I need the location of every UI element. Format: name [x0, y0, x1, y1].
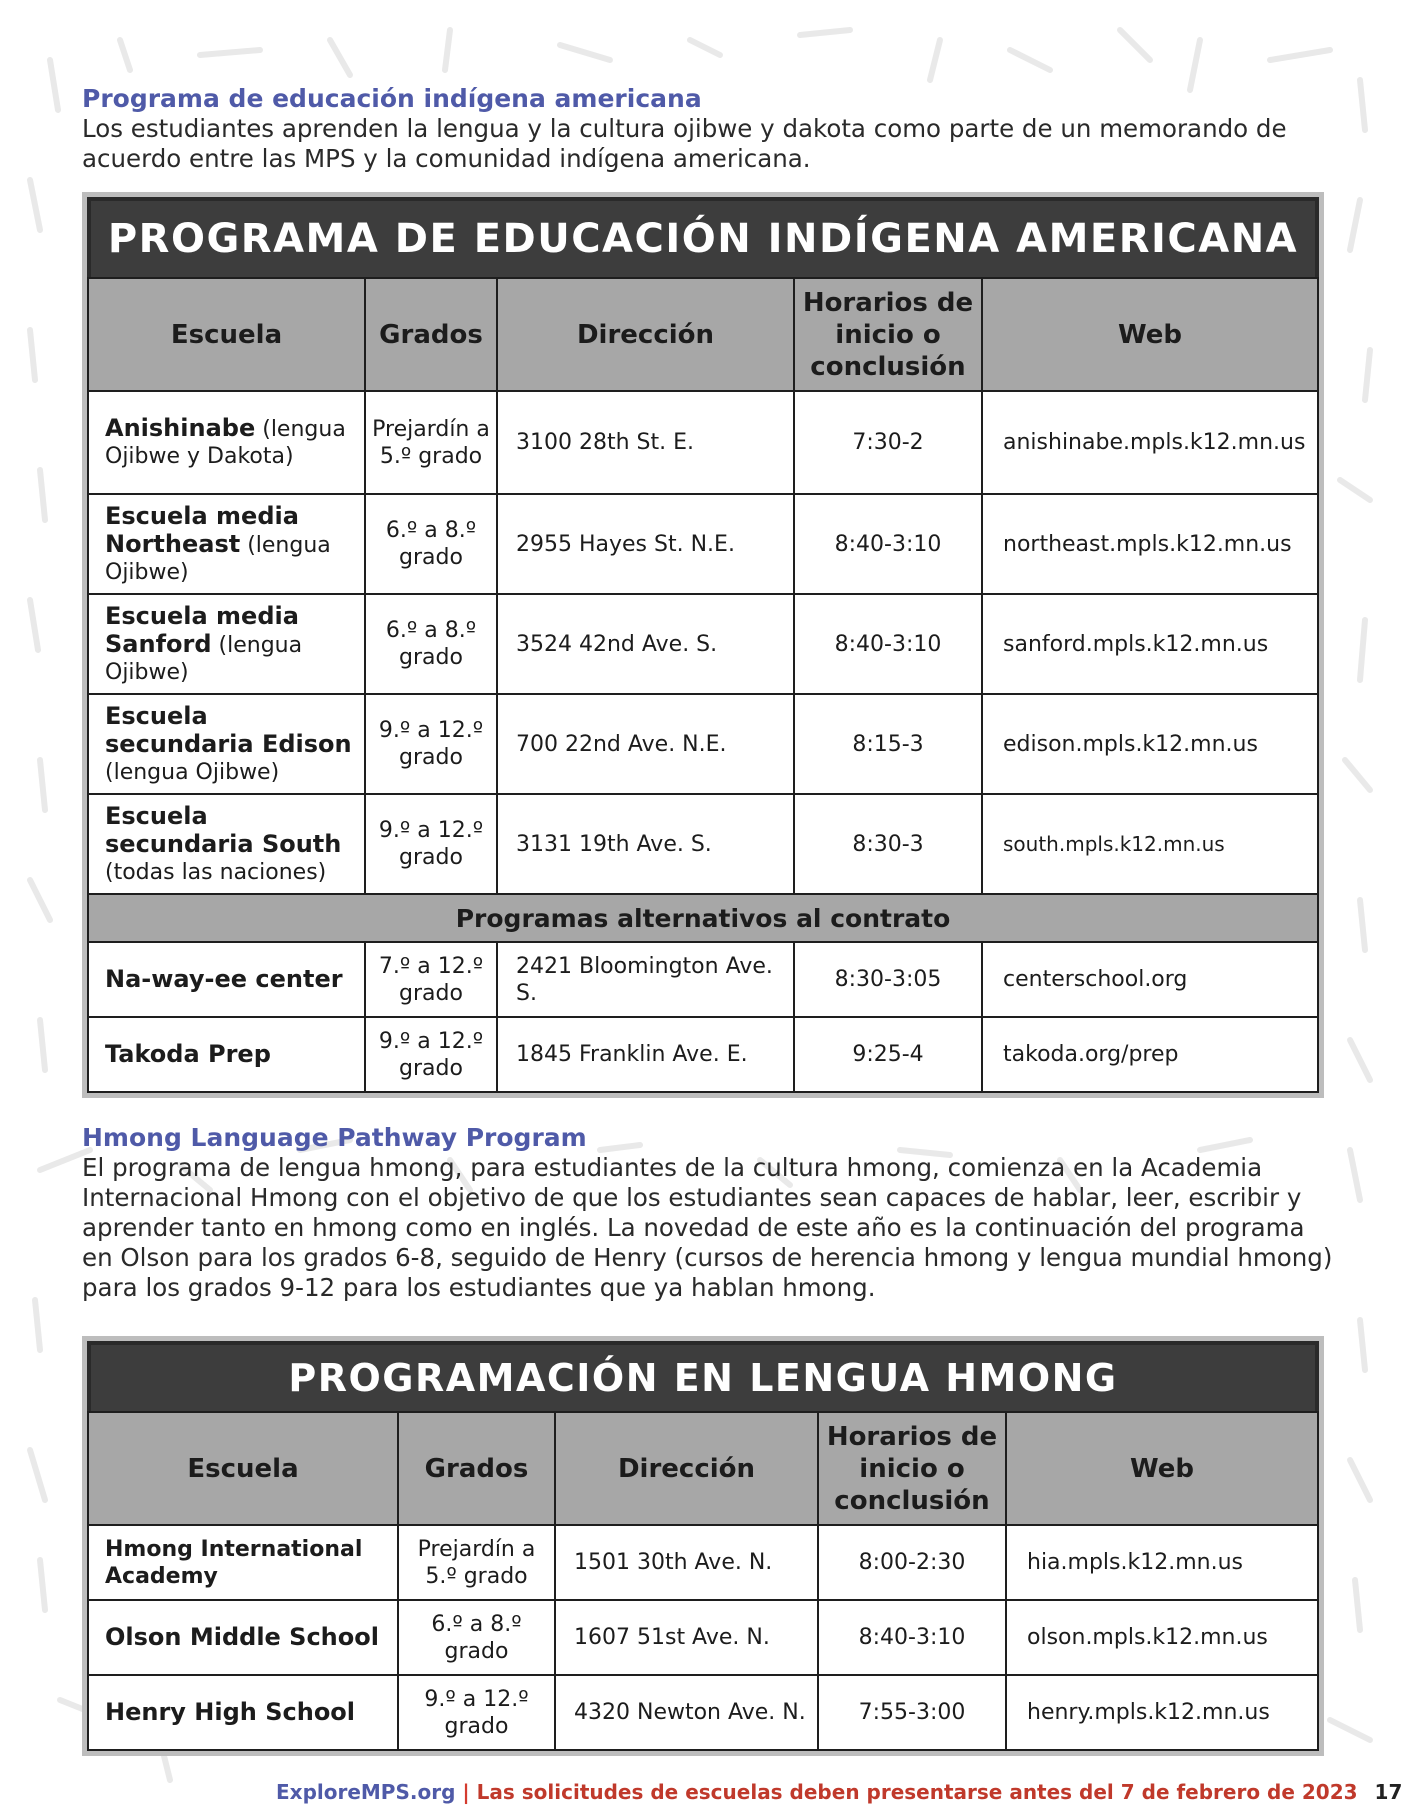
- table-row: [88, 494, 1318, 594]
- school-note: (lengua Ojibwe): [105, 532, 331, 585]
- grades-cell: Prejardín a 5.º grado: [365, 391, 497, 494]
- grades-cell: 7.º a 12.º grado: [365, 942, 497, 1017]
- school-name: Escuela media Northeast: [105, 501, 299, 558]
- web-cell: northeast.mpls.k12.mn.us: [982, 494, 1318, 594]
- hmong-program-table: [82, 1336, 1324, 1756]
- table-title: PROGRAMACIÓN EN LENGUA HMONG: [87, 1341, 1319, 1411]
- school-name: Na-way-ee center: [105, 964, 343, 993]
- school-name: Escuela secundaria South: [105, 801, 342, 858]
- page-number: 17: [1374, 1780, 1403, 1804]
- grades-cell: 6.º a 8.º grado: [365, 594, 497, 694]
- school-name: Henry High School: [105, 1697, 356, 1726]
- col-header-school: Escuela: [88, 1412, 398, 1525]
- address-cell: 4320 Newton Ave. N.: [555, 1675, 818, 1750]
- footer-separator: |: [462, 1780, 470, 1804]
- school-cell: [88, 1017, 365, 1092]
- school-note: (lengua Ojibwe): [105, 759, 280, 785]
- table-row: [88, 794, 1318, 894]
- grades-cell: 9.º a 12.º grado: [365, 794, 497, 894]
- grades-cell: 6.º a 8.º grado: [365, 494, 497, 594]
- school-note: (lengua Ojibwe y Dakota): [105, 417, 346, 469]
- address-cell: 2421 Bloomington Ave. S.: [497, 942, 794, 1017]
- alternative-programs-subheader: Programas alternativos al contrato: [88, 894, 1318, 942]
- col-header-grades: Grados: [398, 1412, 555, 1525]
- school-cell: [88, 694, 365, 794]
- school-name: Anishinabe: [105, 414, 256, 442]
- school-cell: [88, 794, 365, 894]
- table-row: [88, 1017, 1318, 1092]
- hours-cell: 7:55-3:00: [818, 1675, 1006, 1750]
- address-cell: 1501 30th Ave. N.: [555, 1525, 818, 1600]
- web-cell: south.mpls.k12.mn.us: [982, 794, 1318, 894]
- web-cell: centerschool.org: [982, 942, 1318, 1017]
- table-row: [88, 942, 1318, 1017]
- footer-site-link[interactable]: ExploreMPS.org: [276, 1780, 456, 1804]
- hours-cell: 9:25-4: [794, 1017, 982, 1092]
- school-cell: [88, 391, 365, 494]
- hours-cell: 8:00-2:30: [818, 1525, 1006, 1600]
- grades-cell: 9.º a 12.º grado: [398, 1675, 555, 1750]
- table-row: [88, 694, 1318, 794]
- col-header-hours: Horarios de inicio o conclusión: [794, 278, 982, 391]
- section-body-hmong: El programa de lengua hmong, para estudiantes de la cultura hmong, comienza en la Academia Internacional Hmong con el objetivo de que los estudiantes sean capaces de hablar, leer, escribir y aprender tanto en hmong como en inglés. La novedad de este año es la continuación del programa en Olson para los grados 6-8, seguido de Henry (cursos de herencia hmong y lengua mundial hmong) para los grados 9-12 para los estudiantes que ya hablan hmong.: [82, 1153, 1333, 1302]
- hours-cell: 8:30-3: [794, 794, 982, 894]
- hours-cell: 8:30-3:05: [794, 942, 982, 1017]
- table-title: PROGRAMA DE EDUCACIÓN INDÍGENA AMERICANA: [87, 197, 1319, 277]
- address-cell: 3100 28th St. E.: [497, 391, 794, 494]
- web-cell: hia.mpls.k12.mn.us: [1006, 1525, 1318, 1600]
- grades-cell: 6.º a 8.º grado: [398, 1600, 555, 1675]
- school-name: Escuela secundaria Edison: [105, 701, 352, 758]
- col-header-web: Web: [982, 278, 1318, 391]
- footer-deadline-message: Las solicitudes de escuelas deben presentarse antes del 7 de febrero de 2023: [476, 1780, 1358, 1804]
- section-body-indigenous: Los estudiantes aprenden la lengua y la cultura ojibwe y dakota como parte de un memorando de acuerdo entre las MPS y la comunidad indígena americana.: [82, 114, 1287, 173]
- school-name: Escuela media Sanford: [105, 601, 299, 658]
- section-title-indigenous: Programa de educación indígena americana: [82, 84, 702, 113]
- section-title-hmong: Hmong Language Pathway Program: [82, 1123, 587, 1152]
- address-cell: 3524 42nd Ave. S.: [497, 594, 794, 694]
- school-cell: [88, 1600, 398, 1675]
- grades-cell: Prejardín a 5.º grado: [398, 1525, 555, 1600]
- col-header-hours: Horarios de inicio o conclusión: [818, 1412, 1006, 1525]
- hours-cell: 8:40-3:10: [794, 594, 982, 694]
- col-header-address: Dirección: [555, 1412, 818, 1525]
- web-cell: sanford.mpls.k12.mn.us: [982, 594, 1318, 694]
- web-cell: olson.mpls.k12.mn.us: [1006, 1600, 1318, 1675]
- school-cell: [88, 494, 365, 594]
- school-name: Takoda Prep: [105, 1039, 271, 1068]
- address-cell: 1607 51st Ave. N.: [555, 1600, 818, 1675]
- column-header-row: [88, 1412, 1318, 1525]
- alternative-programs-subheader-row: [88, 894, 1318, 942]
- table-row: [88, 1600, 1318, 1675]
- web-cell: takoda.org/prep: [982, 1017, 1318, 1092]
- web-cell: anishinabe.mpls.k12.mn.us: [982, 391, 1318, 494]
- col-header-address: Dirección: [497, 278, 794, 391]
- address-cell: 700 22nd Ave. N.E.: [497, 694, 794, 794]
- table-row: [88, 1525, 1318, 1600]
- school-cell: [88, 942, 365, 1017]
- school-name: Olson Middle School: [105, 1622, 379, 1651]
- web-cell: edison.mpls.k12.mn.us: [982, 694, 1318, 794]
- address-cell: 3131 19th Ave. S.: [497, 794, 794, 894]
- table-row: [88, 594, 1318, 694]
- address-cell: 2955 Hayes St. N.E.: [497, 494, 794, 594]
- hours-cell: 8:40-3:10: [818, 1600, 1006, 1675]
- col-header-grades: Grados: [365, 278, 497, 391]
- table-row: [88, 391, 1318, 494]
- hours-cell: 8:40-3:10: [794, 494, 982, 594]
- school-note: (lengua Ojibwe): [105, 632, 303, 685]
- hours-cell: 8:15-3: [794, 694, 982, 794]
- school-cell: [88, 1525, 398, 1600]
- school-note: (todas las naciones): [105, 859, 327, 885]
- grades-cell: 9.º a 12.º grado: [365, 694, 497, 794]
- page-footer: [276, 1780, 1402, 1804]
- grades-cell: 9.º a 12.º grado: [365, 1017, 497, 1092]
- indigenous-program-table: [82, 192, 1324, 1098]
- school-name: Hmong International Academy: [105, 1536, 363, 1589]
- col-header-school: Escuela: [88, 278, 365, 391]
- indigenous-table-grid: [87, 277, 1319, 1093]
- col-header-web: Web: [1006, 1412, 1318, 1525]
- hmong-table-grid: [87, 1411, 1319, 1751]
- web-cell: henry.mpls.k12.mn.us: [1006, 1675, 1318, 1750]
- school-cell: [88, 1675, 398, 1750]
- hours-cell: 7:30-2: [794, 391, 982, 494]
- school-cell: [88, 594, 365, 694]
- address-cell: 1845 Franklin Ave. E.: [497, 1017, 794, 1092]
- column-header-row: [88, 278, 1318, 391]
- table-row: [88, 1675, 1318, 1750]
